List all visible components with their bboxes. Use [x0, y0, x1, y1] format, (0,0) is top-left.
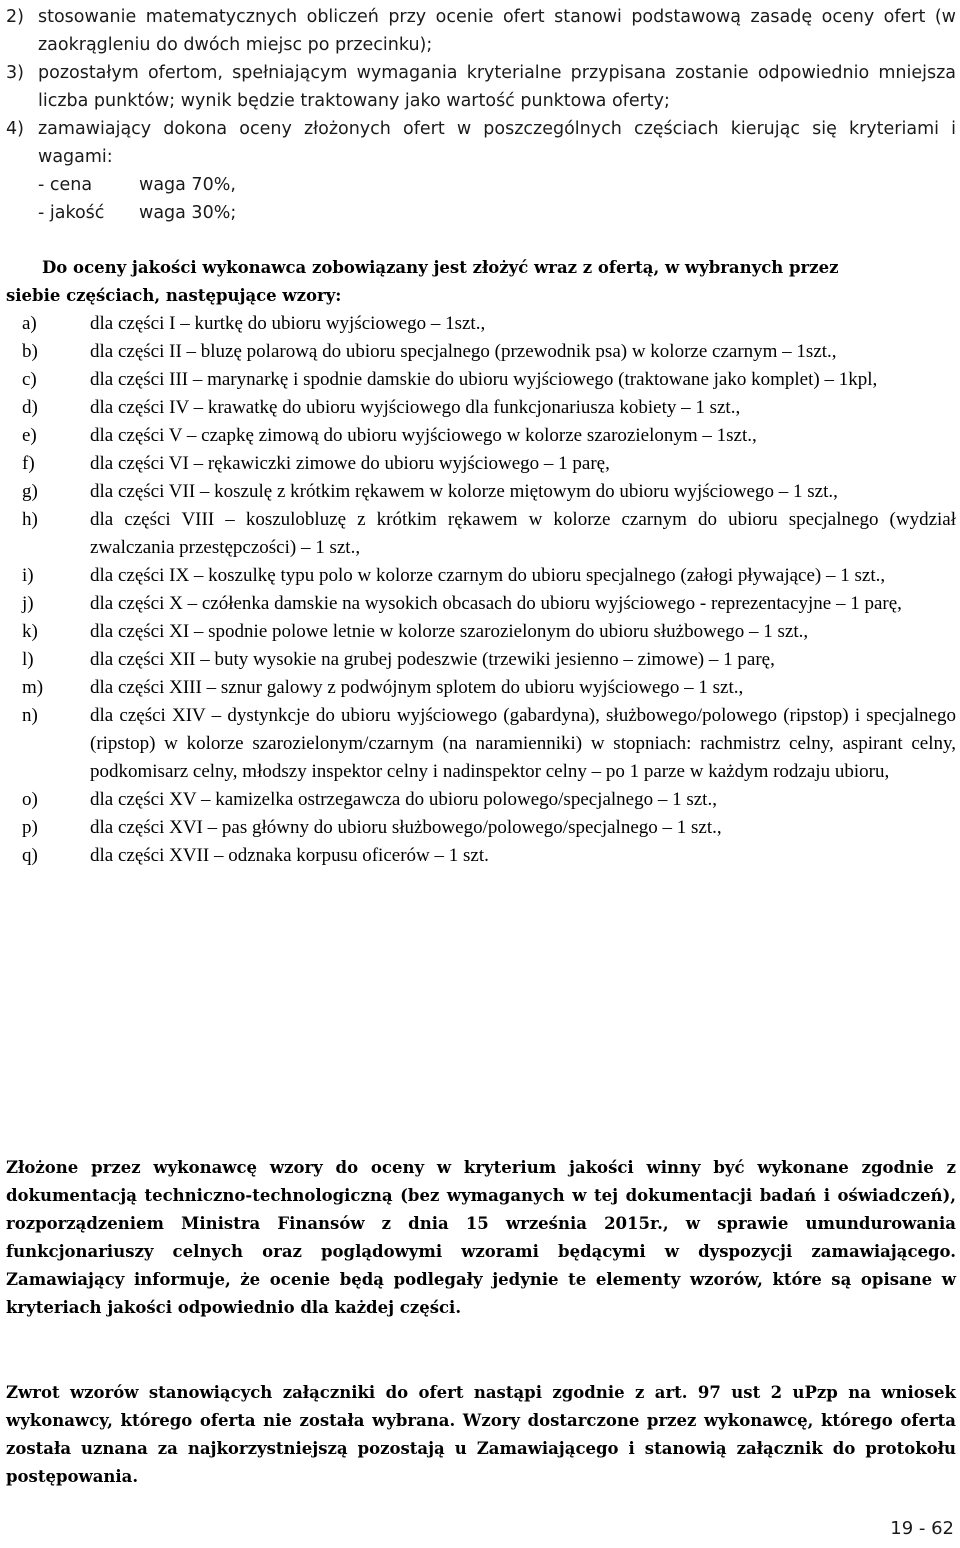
- list-item-letter: m): [22, 677, 44, 698]
- list-item: [22, 842, 956, 870]
- list-item-text: dla części II – bluzę polarową do ubioru specjalnego (przewodnik psa) w kolorze czarnym – 1szt.,: [90, 341, 837, 362]
- weight-row-price: [6, 171, 956, 199]
- list-item: [22, 618, 956, 646]
- list-item-letter: b): [22, 341, 38, 362]
- weight-row-quality: [6, 199, 956, 227]
- list-item: [22, 562, 956, 590]
- paragraph-samples-requirements: Złożone przez wykonawcę wzory do oceny w kryterium jakości winny być wykonane zgodnie z dokumentacją techniczno-technologiczną (bez wymaganych w tej dokumentacji badań i oświadczeń), rozporządzeniem Ministra Finansów z dnia 15 września 2015r., w sprawie umundurowania funkcjonariuszy celnych oraz poglądowymi wzorami będącymi w dyspozycji zamawiającego. Zamawiający informuje, że ocenie będą podlegały jedynie te elementy wzorów, które są opisane w kryteriach jakości odpowiednio dla każdej części.: [6, 1158, 956, 1317]
- point-2: [6, 3, 956, 59]
- weight-value: waga 30%;: [139, 203, 237, 223]
- list-item-letter: g): [22, 481, 38, 502]
- list-item: [22, 338, 956, 366]
- point-3: [6, 59, 956, 115]
- list-item-letter: a): [22, 313, 37, 334]
- list-item-text: dla części XVI – pas główny do ubioru służbowego/polowego/specjalnego – 1 szt.,: [90, 817, 722, 838]
- list-item-letter: o): [22, 789, 38, 810]
- list-item-letter: f): [22, 453, 35, 474]
- paragraph-samples-return: Zwrot wzorów stanowiących załączniki do ofert nastąpi zgodnie z art. 97 ust 2 uPzp na wniosek wykonawcy, którego oferta nie została wybrana. Wzory dostarczone przez wykonawcę, którego oferta została uznana za najkorzystniejszą pozostają u Zamawiającego i stanowią załącznik do protokołu postępowania.: [6, 1383, 956, 1486]
- list-item: [22, 478, 956, 506]
- list-item-letter: l): [22, 649, 34, 670]
- list-item: [22, 646, 956, 674]
- list-item-text: dla części IX – koszulkę typu polo w kolorze czarnym do ubioru specjalnego (załogi pływające) – 1 szt.,: [90, 565, 886, 586]
- list-item-letter: e): [22, 425, 37, 446]
- list-item-text: dla części XV – kamizelka ostrzegawcza do ubioru polowego/specjalnego – 1 szt.,: [90, 789, 717, 810]
- list-item-text: dla części VIII – koszulobluzę z krótkim rękawem w kolorze czarnym do ubioru specjalnego (wydział zwalczania przestępczości) – 1 szt.,: [90, 509, 956, 558]
- list-item-letter: j): [22, 593, 34, 614]
- point-number: 4): [6, 119, 24, 139]
- list-item-text: dla części XVII – odznaka korpusu oficerów – 1 szt.: [90, 845, 489, 866]
- list-item-text: dla części X – czółenka damskie na wysokich obcasach do ubioru wyjściowego - reprezentacyjne – 1 parę,: [90, 593, 902, 614]
- point-number: 2): [6, 7, 24, 27]
- intro-first-line: Do oceny jakości wykonawca zobowiązany jest złożyć wraz z ofertą, w wybranych przez: [42, 258, 839, 277]
- list-item-text: dla części III – marynarkę i spodnie damskie do ubioru wyjściowego (traktowane jako komplet) – 1kpl,: [90, 369, 878, 390]
- list-item: [22, 506, 956, 562]
- point-number: 3): [6, 63, 24, 83]
- point-text: stosowanie matematycznych obliczeń przy ocenie ofert stanowi podstawową zasadę oceny ofert (w zaokrągleniu do dwóch miejsc po przecinku);: [38, 7, 956, 55]
- list-item: [22, 422, 956, 450]
- list-item-text: dla części I – kurtkę do ubioru wyjściowego – 1szt.,: [90, 313, 486, 334]
- list-item: [22, 702, 956, 786]
- weight-value: waga 70%,: [139, 175, 236, 195]
- point-4: [6, 115, 956, 171]
- list-item: [22, 590, 956, 618]
- point-text: zamawiający dokona oceny złożonych ofert w poszczególnych częściach kierując się kryteriami i wagami:: [38, 119, 956, 167]
- point-text: pozostałym ofertom, spełniającym wymagania kryterialne przypisana zostanie odpowiednio mniejsza liczba punktów; wynik będzie traktowany jako wartość punktowa oferty;: [38, 63, 956, 111]
- page-number: 19 - 62: [890, 1518, 954, 1539]
- list-item-text: dla części XIII – sznur galowy z podwójnym splotem do ubioru wyjściowego – 1 szt.,: [90, 677, 744, 698]
- list-item: [22, 394, 956, 422]
- list-item: [22, 786, 956, 814]
- list-item-letter: c): [22, 369, 37, 390]
- list-item-letter: p): [22, 817, 38, 838]
- list-item-text: dla części XI – spodnie polowe letnie w kolorze szarozielonym do ubioru służbowego – 1 szt.,: [90, 621, 809, 642]
- list-item-text: dla części VII – koszulę z krótkim rękawem w kolorze miętowym do ubioru wyjściowego – 1 szt.,: [90, 481, 838, 502]
- list-item-text: dla części V – czapkę zimową do ubioru wyjściowego w kolorze szarozielonym – 1szt.,: [90, 425, 757, 446]
- list-item-letter: k): [22, 621, 38, 642]
- list-item: [22, 814, 956, 842]
- quality-intro: [6, 254, 956, 310]
- intro-rest: siebie częściach, następujące wzory:: [6, 286, 342, 305]
- sample-list: [22, 310, 956, 870]
- list-item-letter: n): [22, 705, 38, 726]
- list-item: [22, 310, 956, 338]
- numbered-points: [6, 3, 956, 227]
- list-item-text: dla części IV – krawatkę do ubioru wyjściowego dla funkcjonariusza kobiety – 1 szt.,: [90, 397, 741, 418]
- list-item-letter: q): [22, 845, 38, 866]
- list-item-letter: i): [22, 565, 34, 586]
- list-item-text: dla części XIV – dystynkcje do ubioru wyjściowego (gabardyna), służbowego/polowego (ripstop) i specjalnego (ripstop) w kolorze szarozielonym/czarnym (na naramienniki) w stopniach: rachmistrz celny, aspirant celny, podkomisarz celny, młodszy inspektor celny i nadinspektor celny – po 1 parze w każdym rodzaju ubioru,: [90, 705, 956, 782]
- list-item-letter: h): [22, 509, 38, 530]
- list-item-text: dla części XII – buty wysokie na grubej podeszwie (trzewiki jesienno – zimowe) – 1 parę,: [90, 649, 775, 670]
- list-item-letter: d): [22, 397, 38, 418]
- list-item: [22, 450, 956, 478]
- list-item: [22, 674, 956, 702]
- list-item-text: dla części VI – rękawiczki zimowe do ubioru wyjściowego – 1 parę,: [90, 453, 610, 474]
- weight-name: - jakość: [38, 203, 105, 223]
- weight-name: - cena: [38, 175, 93, 195]
- list-item: [22, 366, 956, 394]
